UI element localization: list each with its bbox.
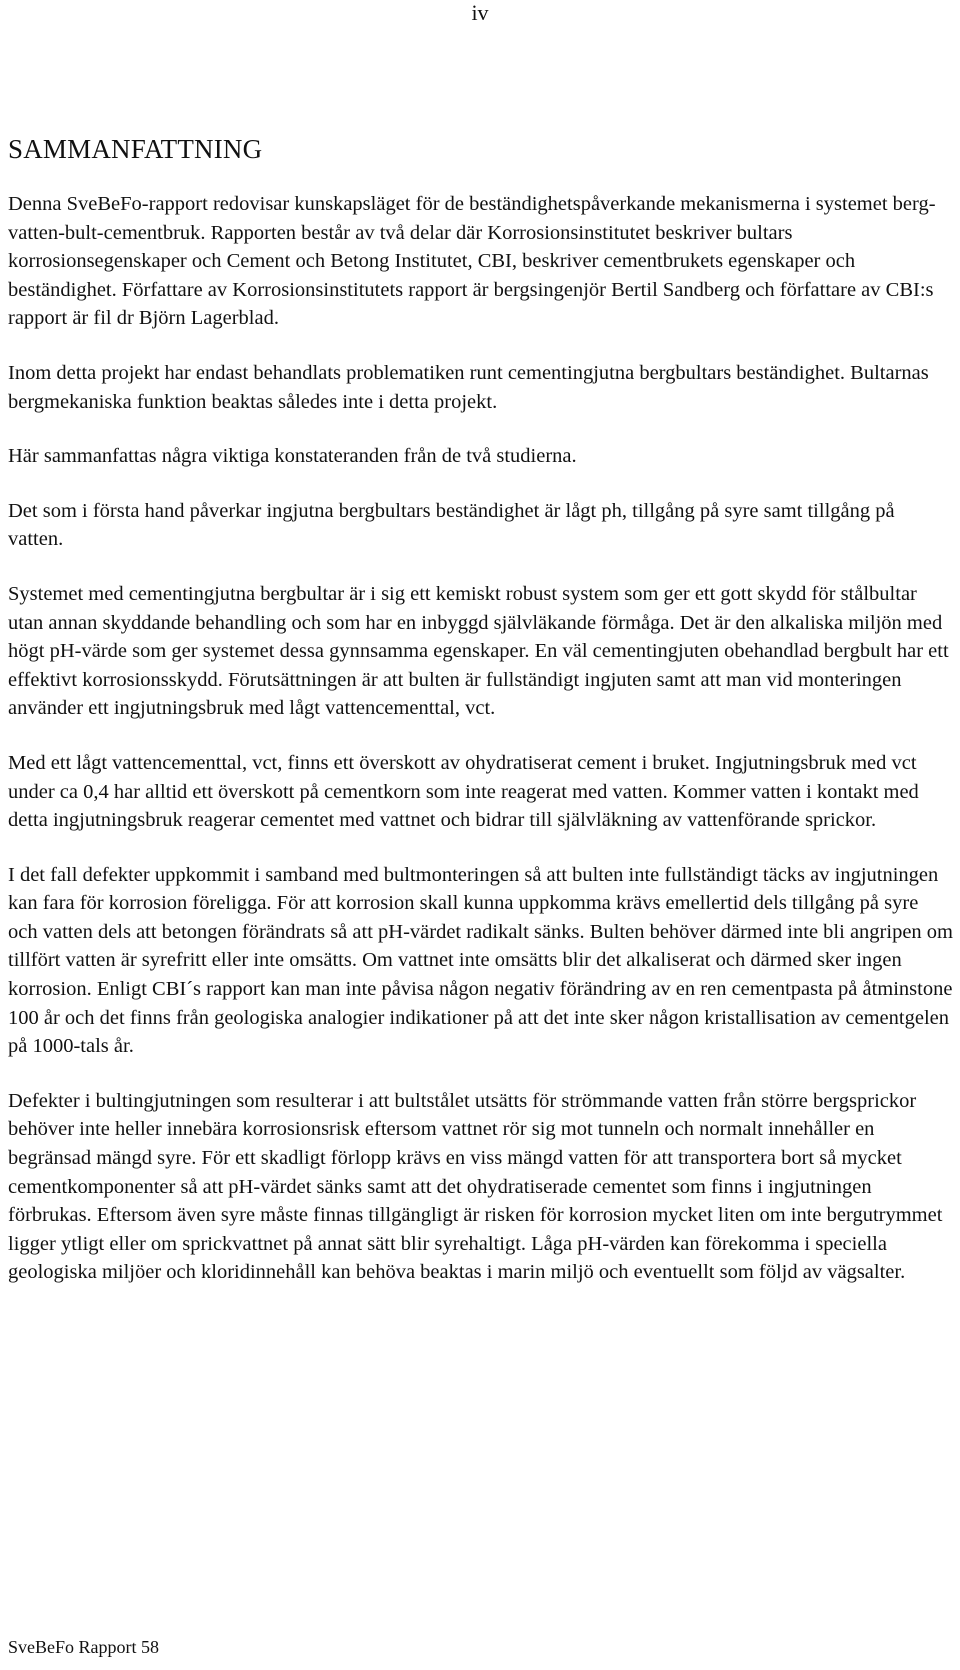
paragraph-flowing-water: Defekter i bultingjutningen som resulterar i att bultstålet utsätts för strömmande vatten från större bergsprickor behöver inte heller innebära korrosionsrisk eftersom vattnet rör sig mot tunneln och normalt innehåller en begränsad mängd syre. För ett skadligt förlopp krävs en viss mängd vatten för att transportera bort så mycket cementkomponenter så att pH-värdet sänks samt att det ohydratiserade cementet som finns i ingjutningen förbrukas. Eftersom även syre måste finnas tillgängligt är risken för korrosion mycket liten om inte bergutrymmet ligger ytligt eller om sprickvattnet på annat sätt blir syrehaltigt. Låga pH-värden kan förekomma i speciella geologiska miljöer och kloridinnehåll kan behöva beaktas i marin miljö och eventuellt som följd av vägsalter. bbox=[8, 1089, 943, 1284]
paragraph-robust-system: Systemet med cementingjutna bergbultar är i sig ett kemiskt robust system som ger ett gott skydd för stålbultar utan annan skyddande behandling och som har en inbyggd självläkande förmåga. Det är den alkaliska miljön med högt pH-värde som ger systemet dessa gynnsamma egenskaper. En väl cementingjuten obehandlad bergbult har ett effektivt korrosionsskydd. Förutsättningen är att bulten är fullständigt ingjuten samt att man vid monteringen använder ett ingjutningsbruk med lågt vattencementtal, vct. bbox=[8, 582, 949, 720]
section-heading: SAMMANFATTNING bbox=[8, 134, 263, 164]
paragraph-summary-lead: Här sammanfattas några viktiga konstateranden från de två studierna. bbox=[8, 445, 577, 468]
paragraph-water-cement-ratio: Med ett lågt vattencementtal, vct, finns ett överskott av ohydratiserat cement i bruket. Ingjutningsbruk med vct under ca 0,4 har alltid ett överskott på cementkorn som inte reagerat med vatten. Kommer vatten i kontakt med detta ingjutningsbruk reagerar cementet med vattnet och bidrar till självläkning av vattenförande sprickor. bbox=[8, 751, 919, 832]
paragraph-scope: Inom detta projekt har endast behandlats problematiken runt cementingjutna bergbultars beständighet. Bultarnas bergmekaniska funktion beaktas således inte i detta projekt. bbox=[8, 361, 929, 413]
summary-body bbox=[8, 190, 953, 1313]
paragraph-durability-factors: Det som i första hand påverkar ingjutna bergbultars beständighet är lågt ph, tillgång på syre samt tillgång på vatten. bbox=[8, 499, 895, 551]
paragraph-intro: Denna SveBeFo-rapport redovisar kunskapsläget för de beständighetspåverkande mekanismerna i systemet berg-vatten-bult-cementbruk. Rapporten består av två delar där Korrosionsinstitutet beskriver bultars korrosionsegenskaper och Cement och Betong Institutet, CBI, beskriver cementbrukets egenskaper och beständighet. Författare av Korrosionsinstitutets rapport är bergsingenjör Bertil Sandberg och författare av CBI:s rapport är fil dr Björn Lagerblad. bbox=[8, 193, 936, 330]
paragraph-defects-corrosion: I det fall defekter uppkommit i samband med bultmonteringen så att bulten inte fullständigt täcks av ingjutningen kan fara för korrosion föreligga. För att korrosion skall kunna uppkomma krävs emellertid dels tillgång på syre och vatten dels att betongen förändrats så att pH-värdet radikalt sänks. Bulten behöver därmed inte bli angripen om tillfört vatten är syrefritt eller inte omsätts. Om vattnet inte omsätts blir det alkaliserat och därmed sker ingen korrosion. Enligt CBI´s rapport kan man inte påvisa någon negativ förändring av en ren cementpasta på åtminstone 100 år och det finns från geologiska analogier indikationer på att det inte sker någon kristallisation av cementgelen på 1000-tals år. bbox=[8, 863, 953, 1058]
page-number: iv bbox=[471, 0, 489, 25]
report-footer: SveBeFo Rapport 58 bbox=[8, 1637, 159, 1657]
